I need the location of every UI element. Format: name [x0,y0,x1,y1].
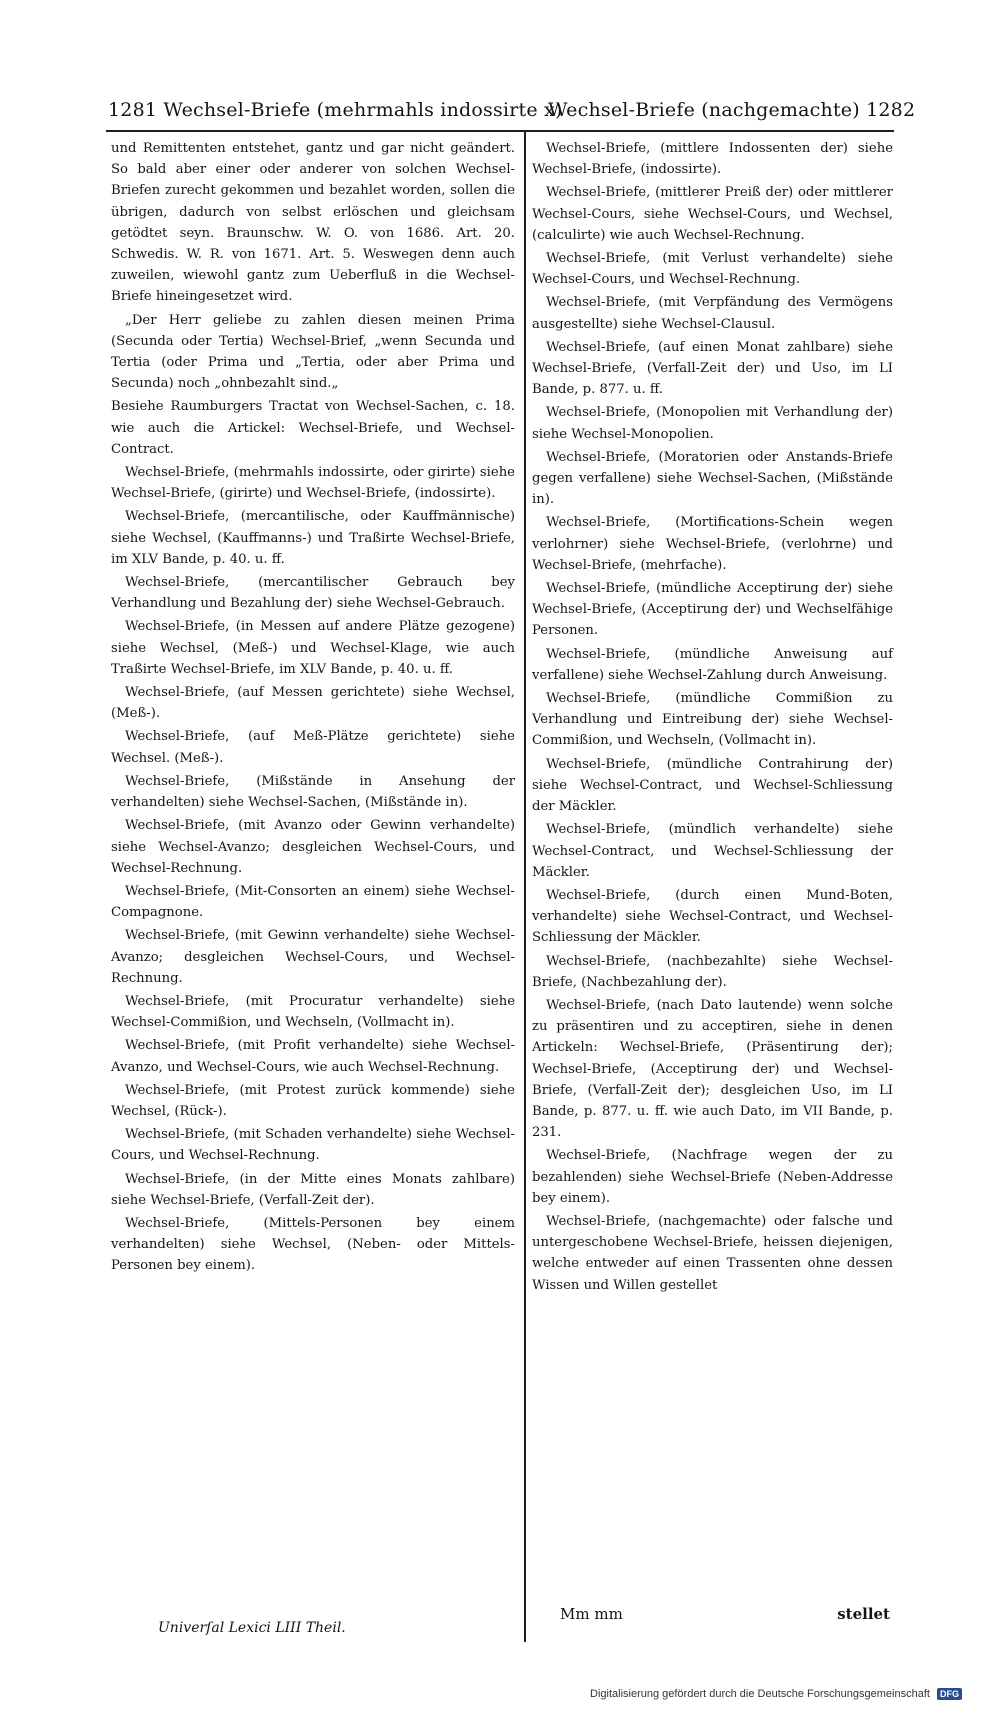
entry-paragraph: Wechsel-Briefe, (mercantilischer Gebrauch bey Verhandlung und Bezahlung der) siehe Wechsel-Gebrauch. [111,575,515,612]
entry-paragraph: Wechsel-Briefe, (nachbezahlte) siehe Wechsel-Briefe, (Nachbezahlung der). [532,953,893,990]
dfg-logo-icon: DFG [937,1688,962,1700]
entry-paragraph: Wechsel-Briefe, (Monopolien mit Verhandlung der) siehe Wechsel-Monopolien. [532,405,893,442]
entry-paragraph: Wechsel-Briefe, (mit Protest zurück kommende) siehe Wechsel, (Rück-). [111,1082,515,1119]
entry-paragraph: Wechsel-Briefe, (mittlere Indossenten der) siehe Wechsel-Briefe, (indossirte). [532,141,893,178]
entry-paragraph: Besiehe Raumburgers Tractat von Wechsel-Sachen, c. 18. wie auch die Artickel: Wechsel-Briefe, und Wechsel-Contract. [111,399,515,457]
entry-paragraph: Wechsel-Briefe, (nach Dato lautende) wenn solche zu präsentiren und zu acceptiren, siehe in denen Artickeln: Wechsel-Briefe, (Präsentirung der); Wechsel-Briefe, (Acceptirung der) und Wechsel-Briefe, (Verfall-Zeit der); desgleichen Uso, im LI Bande, p. 877. u. ff. wie auch Dato, im VII Bande, p. 231. [532,997,893,1141]
entry-paragraph: Wechsel-Briefe, (mit Verpfändung des Vermögens ausgestellte) siehe Wechsel-Clausul. [532,295,893,332]
entry-paragraph: Wechsel-Briefe, (mit Verlust verhandelte) siehe Wechsel-Cours, und Wechsel-Rechnung. [532,251,893,288]
footer-text: Digitalisierung gefördert durch die Deutsche Forschungsgemeinschaft [590,1688,930,1700]
entry-paragraph: Wechsel-Briefe, (mittlerer Preiß der) oder mittlerer Wechsel-Cours, siehe Wechsel-Cours, und Wechsel, (calculirte) wie auch Wechsel-Rechnung. [532,185,893,243]
entry-paragraph: Wechsel-Briefe, (mündliche Contrahirung der) siehe Wechsel-Contract, und Wechsel-Schliessung der Mäckler. [532,756,893,815]
entry-paragraph: Wechsel-Briefe, (auf einen Monat zahlbare) siehe Wechsel-Briefe, (Verfall-Zeit der) und Uso, im LI Bande, p. 877. u. ff. [532,339,893,398]
entry-paragraph: Wechsel-Briefe, (in der Mitte eines Monats zahlbare) siehe Wechsel-Briefe, (Verfall-Zeit der). [111,1171,515,1208]
signature-line: Univerſal Lexici LIII Theil. [158,1620,346,1636]
entry-paragraph: Wechsel-Briefe, (mit Profit verhandelte) siehe Wechsel-Avanzo, und Wechsel-Cours, wie auch Wechsel-Rechnung. [111,1038,515,1075]
entry-paragraph: Wechsel-Briefe, (Mortifications-Schein wegen verlohrner) siehe Wechsel-Briefe, (verlohrne) und Wechsel-Briefe, (mehrfache). [532,515,893,573]
entry-paragraph: Wechsel-Briefe, (mit Avanzo oder Gewinn verhandelte) siehe Wechsel-Avanzo; desgleichen Wechsel-Cours, und Wechsel-Rechnung. [111,818,515,876]
column-divider [524,130,526,1642]
entry-paragraph: Wechsel-Briefe, (auf Meß-Plätze gerichtete) siehe Wechsel. (Meß-). [111,729,515,766]
entry-paragraph: Wechsel-Briefe, (mündliche Acceptirung der) siehe Wechsel-Briefe, (Acceptirung der) und Wechselfähige Personen. [532,581,893,639]
entry-paragraph: Wechsel-Briefe, (Mittels-Personen bey einem verhandelten) siehe Wechsel, (Neben- oder Mittels-Personen bey einem). [111,1215,515,1274]
quote-paragraph: „Der Herr geliebe zu zahlen diesen meinen Prima (Secunda oder Tertia) Wechsel-Brief, „wenn Secunda und Tertia (oder Prima und „Tertia, oder aber Prima und Secunda) noch „ohnbezahlt sind.„ [111,312,515,392]
digitization-footer [590,1688,990,1700]
entry-paragraph: Wechsel-Briefe, (in Messen auf andere Plätze gezogene) siehe Wechsel, (Meß-) und Wechsel-Klage, wie auch Traßirte Wechsel-Briefe, im XLV Bande, p. 40. u. ff. [111,619,515,677]
entry-paragraph: Wechsel-Briefe, (Mißstände in Ansehung der verhandelten) siehe Wechsel-Sachen, (Mißstände in). [111,773,515,811]
entry-paragraph: Wechsel-Briefe, (Nachfrage wegen der zu bezahlenden) siehe Wechsel-Briefe (Neben-Addresse bey einem). [532,1148,893,1206]
entry-paragraph: Wechsel-Briefe, (Moratorien oder Anstands-Briefe gegen verfallene) siehe Wechsel-Sachen, (Mißstände in). [532,449,893,508]
left-column [111,138,515,1279]
entry-paragraph: Wechsel-Briefe, (mehrmahls indossirte, oder girirte) siehe Wechsel-Briefe, (girirte) und Wechsel-Briefe, (indossirte). [111,465,515,502]
entry-paragraph: Wechsel-Briefe, (mit Schaden verhandelte) siehe Wechsel-Cours, und Wechsel-Rechnung. [111,1127,515,1164]
running-head-left: 1281 Wechsel-Briefe (mehrmahls indossirte x) [108,99,563,121]
entry-paragraph: und Remittenten entstehet, gantz und gar nicht geändert. So bald aber einer oder anderer von solchen Wechsel-Briefen zurecht gekommen und bezahlet worden, sollen die übrigen, dadurch von selbst erlöschen und gleichsam getödtet seyn. Braunschw. W. O. von 1686. Art. 20. Schwedis. W. R. von 1671. Art. 5. Weswegen denn auch zuweilen, wiewohl gantz zum Ueberfluß in die Wechsel-Briefe hineingesetzet wird. [111,141,515,305]
entry-paragraph: Wechsel-Briefe, (mündliche Anweisung auf verfallene) siehe Wechsel-Zahlung durch Anweisung. [532,646,893,683]
entry-paragraph: Wechsel-Briefe, (mit Procuratur verhandelte) siehe Wechsel-Commißion, und Wechseln, (Vollmacht in). [111,993,515,1031]
entry-paragraph: Wechsel-Briefe, (Mit-Consorten an einem) siehe Wechsel-Compagnone. [111,883,515,921]
entry-paragraph: Wechsel-Briefe, (mit Gewinn verhandelte) siehe Wechsel-Avanzo; desgleichen Wechsel-Cours, und Wechsel-Rechnung. [111,928,515,986]
signature-mark: Mm mm [560,1605,623,1623]
entry-paragraph: Wechsel-Briefe, (mündliche Commißion zu Verhandlung und Eintreibung der) siehe Wechsel-Commißion, und Wechseln, (Vollmacht in). [532,691,893,749]
entry-paragraph: Wechsel-Briefe, (auf Messen gerichtete) siehe Wechsel, (Meß-). [111,685,515,722]
catch-line [560,1605,890,1623]
entry-paragraph: Wechsel-Briefe, (durch einen Mund-Boten, verhandelte) siehe Wechsel-Contract, und Wechsel-Schliessung der Mäckler. [532,887,893,946]
catchword: stellet [837,1605,890,1623]
entry-paragraph: Wechsel-Briefe, (mercantilische, oder Kauffmännische) siehe Wechsel, (Kauffmanns-) und Traßirte Wechsel-Briefe, im XLV Bande, p. 40. u. ff. [111,509,515,567]
right-column [532,138,893,1298]
running-head-right: Wechsel-Briefe (nachgemachte) 1282 [548,99,916,121]
entry-paragraph: Wechsel-Briefe, (mündlich verhandelte) siehe Wechsel-Contract, und Wechsel-Schliessung der Mäckler. [532,822,893,880]
header-rule [106,130,894,132]
entry-paragraph: Wechsel-Briefe, (nachgemachte) oder falsche und untergeschobene Wechsel-Briefe, heissen diejenigen, welche entweder auf einen Trassenten ohne dessen Wissen und Willen gestellet [532,1213,893,1293]
